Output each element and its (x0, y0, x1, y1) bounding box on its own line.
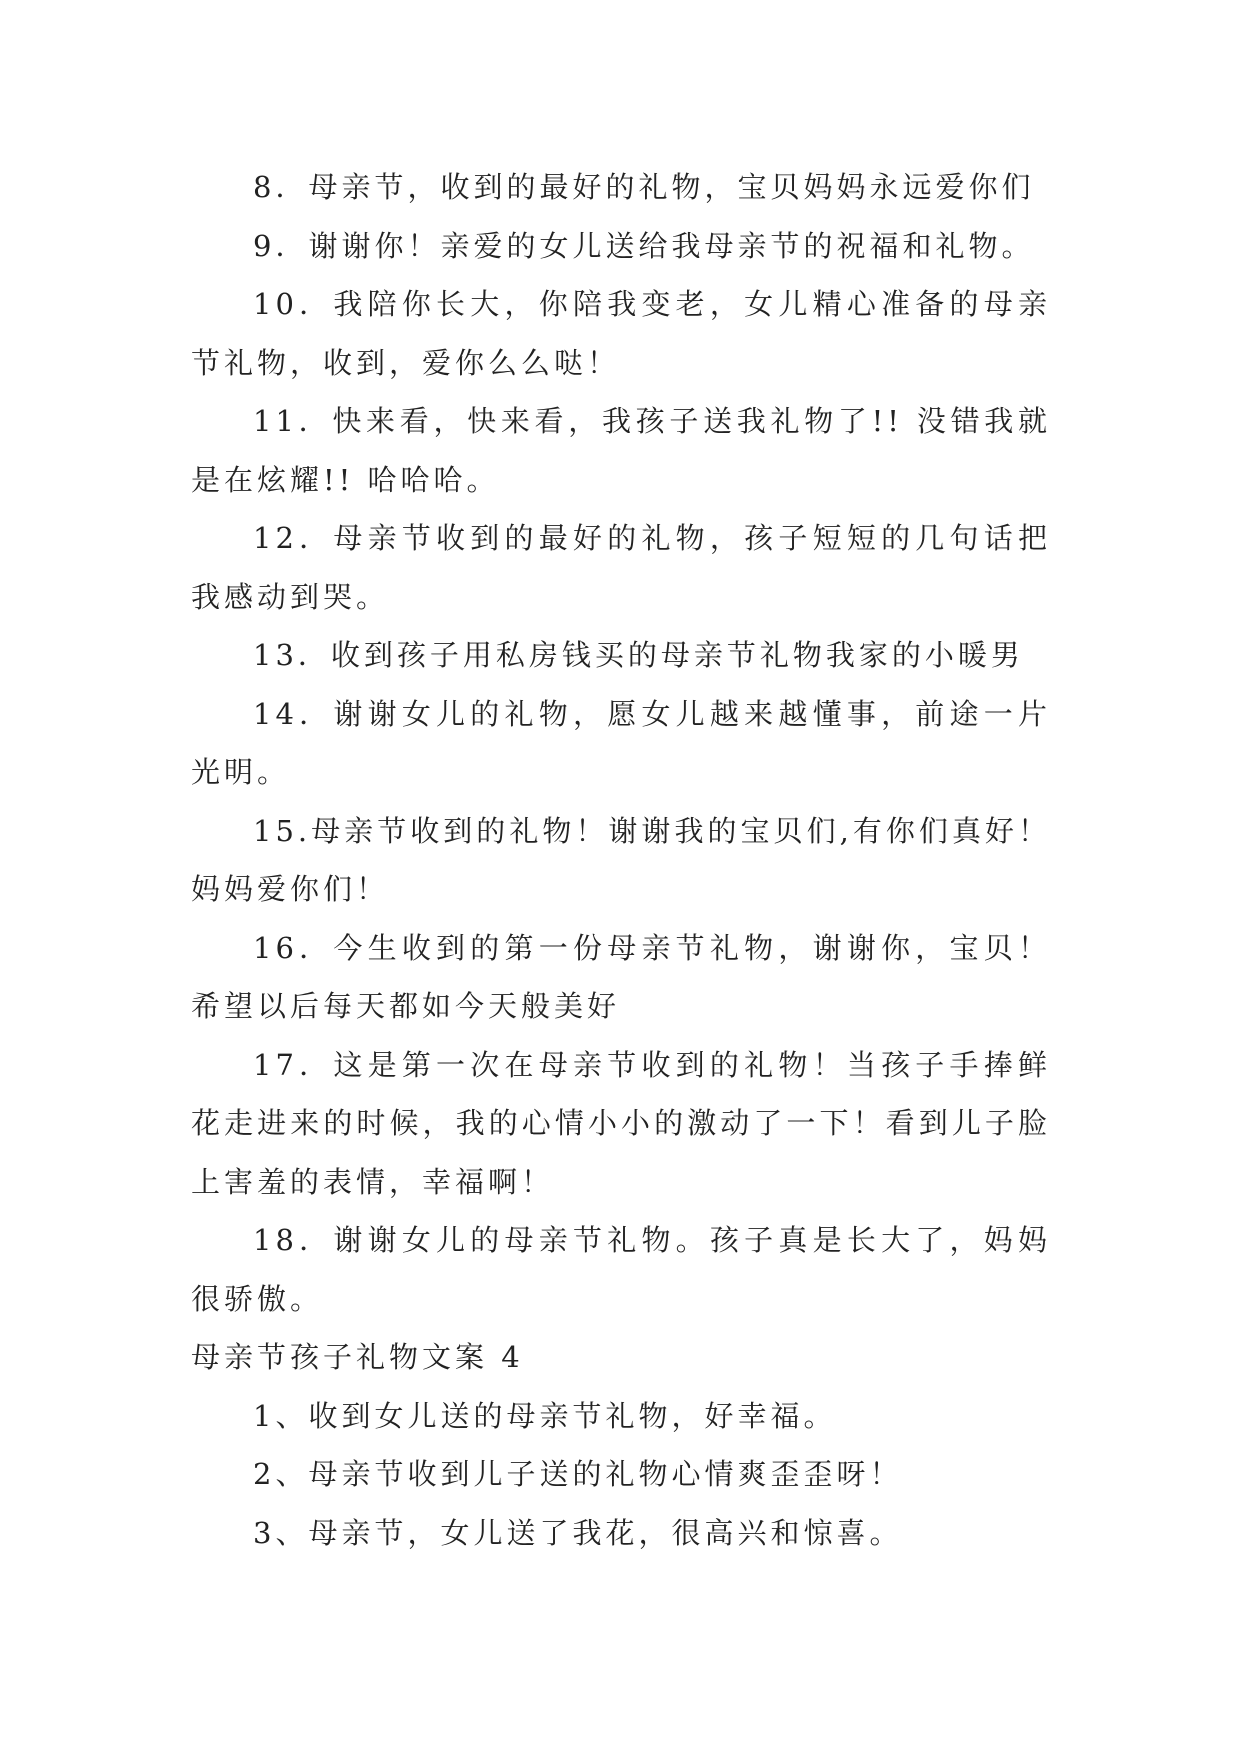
list-item-14: 14．谢谢女儿的礼物，愿女儿越来越懂事，前途一片光明。 (191, 696, 1051, 789)
list-item-12: 12．母亲节收到的最好的礼物，孩子短短的几句话把我感动到哭。 (191, 521, 1051, 614)
list-item-3: 3、母亲节，女儿送了我花，很高兴和惊喜。 (253, 1515, 903, 1550)
list-item-10: 10．我陪你长大，你陪我变老，女儿精心准备的母亲节礼物，收到，爱你么么哒！ (191, 287, 1051, 380)
list-item-17: 17．这是第一次在母亲节收到的礼物！当孩子手捧鲜花走进来的时候，我的心情小小的激动了一下！看到儿子脸上害羞的表情，幸福啊！ (191, 1047, 1051, 1199)
document-page (191, 158, 1051, 1562)
list-item-2: 2、母亲节收到儿子送的礼物心情爽歪歪呀！ (253, 1457, 903, 1491)
list-item-16: 16．今生收到的第一份母亲节礼物，谢谢你，宝贝！希望以后每天都如今天般美好 (191, 930, 1051, 1023)
list-item-8: 8．母亲节，收到的最好的礼物，宝贝妈妈永远爱你们 (253, 170, 1035, 204)
list-item-11: 11．快来看，快来看，我孩子送我礼物了!! 没错我就是在炫耀!! 哈哈哈。 (191, 404, 1051, 497)
list-item-13: 13．收到孩子用私房钱买的母亲节礼物我家的小暖男 (253, 638, 1024, 672)
list-item-18: 18．谢谢女儿的母亲节礼物。孩子真是长大了，妈妈很骄傲。 (191, 1223, 1051, 1316)
section-heading: 母亲节孩子礼物文案 4 (191, 1340, 524, 1374)
list-item-9: 9．谢谢你！亲爱的女儿送给我母亲节的祝福和礼物。 (253, 228, 1035, 263)
list-item-15: 15.母亲节收到的礼物！谢谢我的宝贝们,有你们真好！妈妈爱你们！ (191, 813, 1051, 906)
list-item-1: 1、收到女儿送的母亲节礼物，好幸福。 (253, 1398, 837, 1433)
